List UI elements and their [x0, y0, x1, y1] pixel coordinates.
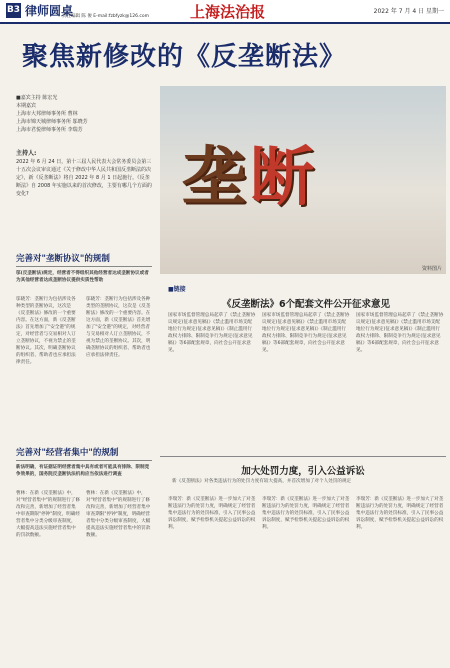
host-intro [16, 150, 152, 198]
newspaper-logo: 上海法治报 [190, 3, 266, 21]
page-headline: 聚焦新修改的《反垄断法》 [22, 42, 347, 72]
divider [160, 456, 446, 457]
section-title-agreements: 完善对"垄断协议"的规制 [16, 254, 110, 264]
masthead [0, 0, 450, 24]
section-title-concentration: 完善对"经营者集中"的规制 [16, 448, 119, 458]
sidebar-body: 国家市场监督管理总局起草了《禁止垄断协议规定(征求意见稿)》《禁止滥用市场支配地位行为规定(征求意见稿)》《制止滥用行政权力排除、限制竞争行为规定(征求意见稿)》等6部配套规章，向社会公开征求意见。 [168, 313, 256, 353]
hero-photo [160, 86, 446, 274]
host-question: 2022 年 6 月 24 日，第十三届人民代表大会常务委员会第三十五次会议审议通过《关于修改中华人民共和国反垄断法的决定》，新《反垄断法》将自 2022 年 8 月 1 日起施行。《反垄断法》自 2008 年实施以来的首次修改，主要有哪几个方面的变化? [16, 159, 152, 197]
byline-guest: 上海市大邦律师事务所 曹林 [16, 111, 78, 117]
byline-block [16, 94, 151, 134]
byline-guest: 上海市锦天城律师事务所 邬晓芳 [16, 119, 88, 125]
hero-glyph-accent: 断 [250, 140, 318, 215]
hero-artwork [182, 126, 318, 218]
byline-guest: 上海市君悦律师事务所 李瑞芳 [16, 127, 83, 133]
section-body-continued: 曹林：在新《反垄断法》中，对"经营者集中"的规制进行了修改和完善，新增加了经营者集中审查期限"停钟"制度，明确经营者集中分类分级审查制度，大幅提高违法实施经营者集中的罚款数额。 [86, 491, 151, 538]
section-body: 邬晓芳：垄断行为包括涉及各种类型的垄断协议，这次是《反垄断法》修改的一个重要内容。在这方面，新《反垄断法》首先增加了"安全港"的规定，对经营者与交易相对人订立垄断协议，不视为禁止的垄断协议。其次，明确垄断协议的组织者、帮助者也应承担法律责任。 [16, 297, 76, 365]
section-lede: 邬(反垄断法)规定，经营者不得组织其他经营者达成垄断协议或者为其他经营者达成垄断协议提供实质性帮助 [16, 271, 149, 283]
section-body: 李瑞芳：新《反垄断法》进一步加大了对垄断违法行为的处罚力度，明确规定了经营者集中违法行为的处罚标准，引入了民事公益诉讼制度，赋予检察机关提起公益诉讼的权利。 [168, 497, 256, 530]
editor-meta: 责任编辑 陈 俊 E-mail:fzbfyzk@126.com [62, 14, 149, 19]
divider [16, 460, 152, 461]
section-body-continued: 邬晓芳：垄断行为包括涉及各种类型的垄断协议，这次是《反垄断法》修改的一个重要内容。在这方面，新《反垄断法》首先增加了"安全港"的规定，对经营者与交易相对人订立垄断协议，不视为禁止的垄断协议。其次，明确垄断协议的组织者、帮助者也应承担法律责任。 [86, 297, 151, 358]
host-label: 主持人: [16, 150, 37, 157]
section-lede: 新《反垄断法》对各类违法行为的处罚力度有较大提高，并首次增加了对个人处罚的规定 [172, 479, 352, 484]
section-body-continued: 李瑞芳：新《反垄断法》进一步加大了对垄断违法行为的处罚力度，明确规定了经营者集中违法行为的处罚标准，引入了民事公益诉讼制度，赋予检察机关提起公益诉讼的权利。 [356, 497, 444, 530]
issue-date: 2022 年 7 月 4 日 星期一 [373, 8, 444, 15]
headline-banner [0, 30, 450, 78]
page-badge: B3 [6, 3, 21, 18]
section-name: 律师圆桌 [25, 4, 74, 18]
section-lede: 新法明确，有证据证明经营者集中具有或者可能具有排除、限制竞争效果的，国务院反垄断执法机构应当依法进行调查 [16, 465, 150, 477]
section-title-penalties: 加大处罚力度，引入公益诉讼 [241, 466, 365, 477]
section-body-continued: 李瑞芳：新《反垄断法》进一步加大了对垄断违法行为的处罚力度，明确规定了经营者集中违法行为的处罚标准，引入了民事公益诉讼制度，赋予检察机关提起公益诉讼的权利。 [262, 497, 350, 530]
sidebar-body-continued: 国家市场监督管理总局起草了《禁止垄断协议规定(征求意见稿)》《禁止滥用市场支配地位行为规定(征求意见稿)》《制止滥用行政权力排除、限制竞争行为规定(征求意见稿)》等6部配套规章，向社会公开征求意见。 [262, 313, 350, 353]
section-body: 曹林：在新《反垄断法》中，对"经营者集中"的规制进行了修改和完善，新增加了经营者集中审查期限"停钟"制度，明确经营者集中分类分级审查制度，大幅提高违法实施经营者集中的罚款数额。 [16, 491, 80, 538]
byline-guests-label: 本期嘉宾 [16, 103, 37, 109]
photo-credit: 资料图片 [421, 266, 442, 272]
sidebar-body-continued: 国家市场监督管理总局起草了《禁止垄断协议规定(征求意见稿)》《禁止滥用市场支配地位行为规定(征求意见稿)》《制止滥用行政权力排除、限制竞争行为规定(征求意见稿)》等6部配套规章，向社会公开征求意见。 [356, 313, 444, 353]
sidebar-title: 《反垄断法》6个配套文件公开征求意见 [221, 299, 391, 310]
divider [16, 266, 152, 267]
byline-host: ■嘉宾主持 陈宏光 [16, 95, 58, 101]
sidebar-tag: ■链接 [168, 286, 186, 293]
hero-glyph-main: 垄 [182, 140, 250, 215]
